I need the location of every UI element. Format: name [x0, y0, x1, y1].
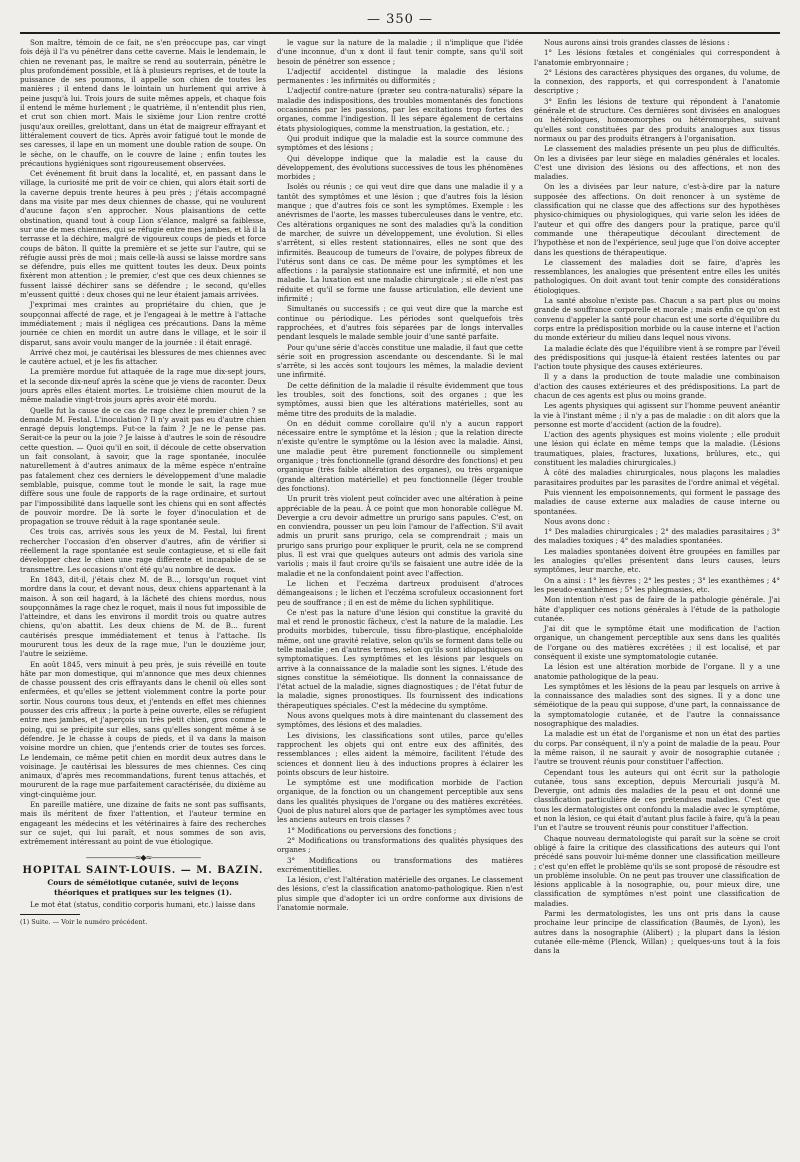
article-paragraph: Les divisions, les classifications sont utiles, parce qu'elles rapprochent les objets qui ont entre eux des affinités, des ressemblances ; elles aident la mémoire, facilitent l'étude des sciences et donnent lieu à des inductions propres à éclairer les points obscurs de leur histoire.: [277, 730, 523, 777]
article-paragraph: Ces trois cas, arrivés sous les yeux de M. Festal, lui firent rechercher l'occasion d'en observer d'autres, afin de vérifier si réellement la rage spontanée est seule contagieuse, et si elle fait développer chez le chien une rage différente et incapable de se transmettre. Les occasions n'ont été qu'au nombre de deux.: [20, 527, 266, 574]
article-paragraph: Le symptôme est une modification morbide de l'action organique, de la fonction ou un changement perceptible aux sens dans les qualités physiques de l'organe ou des matières excrétées. Quoi de plus naturel alors que de partager les symptômes avec tous les anciens auteurs en trois classes ?: [277, 778, 523, 825]
article-paragraph: Le mot état (status, conditio corporis humani, etc.) laisse dans: [30, 900, 256, 910]
article-paragraph: Cet événement fit bruit dans la localité, et, en passant dans le village, la curiosité me prit de voir ce chien, qui alors était sorti de la caverne depuis trente heures à peu près ; j'étais accompagné dans ma visite par mes deux chiennes de chasse, qui ne voulurent d'aucune façon s'en approcher. Nous plaisantions de cette obstination, quand tout à coup Lion s'élance, malgré sa faiblesse, sur une de mes chiennes, qui se réfugie entre mes jambes, et là il la terrasse et la déchire, malgré de vigoureux coups de pieds et force coups de bâton. Il quitte la première et se jette sur l'autre, qui se réfugie aussi près de moi ; mais celle-là aussi se laisse mordre sans se défendre, puis elles me quittent toutes les deux. Deux points fixèrent mon attention ; le premier, c'est que ces deux chiennes se fussent laissé déchirer sans se défendre ; le second, qu'elles m'eussent quitté : deux choses qui ne leur étaient jamais arrivées.: [20, 169, 266, 300]
article-paragraph: Nous avons donc :: [544, 516, 610, 526]
article-paragraph: En 1843, dit-il, j'étais chez M. de B..., lorsqu'un roquet vint mordre dans la cour, et devant nous, deux chiens appartenant à la maison. À son œil hagard, à la lâcheté des chiens mordus, nous soupçonnâmes la rage chez le roquet, mais il nous fut impossible de l'atteindre, et dans les environs il mordit trois ou quatre autres chiens, qu'on abattit. Les deux chiens de M. de B... furent cautérisés presque immédiatement et tenus à l'attache. Ils moururent tous les deux de la rage mue, l'un le douzième jour, l'autre le seizième.: [20, 574, 266, 659]
article-paragraph: Chaque nouveau dermatologiste qui paraît sur la scène se croit obligé à faire la critique des classifications des auteurs qui l'ont précédé sans pouvoir lui-même donner une classification meilleure ; c'est qu'en effet le problème qu'ils se sont proposé de résoudre est un problème insoluble. On ne peut pas trouver une classification de lésions applicable à la nosographie, ou, pour mieux dire, une classification de symptômes n'est point une classification de maladies.: [534, 833, 780, 908]
article-paragraph: En août 1845, vers minuit à peu près, je suis réveillé en toute hâte par mon domestique, qui m'annonce que mes deux chiennes de chasse poussent des cris effrayants dans le chenil où elles sont enfermées, et qu'elles se jettent violemment contre la porte pour sortir. Nous courons tous deux, et j'entends en effet mes chiennes pousser des cris affreux ; la porte à peine ouverte, elles se réfugient entre mes jambes, et j'aperçois un très petit chien, gros comme le poing, qui se précipite sur elles, sans qu'elles songent même à se défendre. Je le chasse à coups de pieds, et il va dans la maison voisine mordre un chien, que j'entends crier de toutes ses forces. Le lendemain, ce même petit chien en mordit deux autres dans le voisinage. Je cautérisai les blessures de mes chiennes. Ces cinq animaux, d'après mes recommandations, furent tenus attachés, et moururent de la rage mue parfaitement caractérisée, du dixième au vingt-cinquième jour.: [20, 659, 266, 799]
article-paragraph: Quelle fut la cause de ce cas de rage chez le premier chien ? se demande M. Festal. L'inoculation ? Il n'y avait pas eu d'autre chien enragé depuis longtemps. Fut-ce la faim ? Je ne le pense pas. Serait-ce la peur ou la joie ? Je laisse à d'autres le soin de résoudre cette question. — Quoi qu'il en soit, il découle de cette observation un fait consolant, à savoir, que la rage spontanée, inoculée naturellement à d'autres animaux de la même espèce n'entraîne pas fatalement chez ces derniers le développement d'une maladie semblable, puisque, comme tout le monde le sait, la rage mue diffère sous une foule de rapports de la rage ordinaire, et surtout par l'impossibilité dans laquelle sont les chiens qui en sont affectés de pouvoir mordre. De là sorte le foyer d'inoculation et de propagation se trouve réduit à la rage spontanée seule.: [20, 405, 266, 527]
article-paragraph: La lésion est une altération morbide de l'organe. Il y a une anatomie pathologique de la peau.: [534, 662, 780, 681]
section-subtitle: Cours de séméiotique cutanée, suivi de leçons théoriques et pratiques sur les teignes (1).: [47, 878, 239, 897]
article-paragraph: La maladie éclate dès que l'équilibre vient à se rompre par l'éveil des prédispositions qui jusque-là étaient restées latentes ou par l'action toute physique des causes extérieures.: [534, 343, 780, 372]
article-paragraph: Le lichen et l'eczéma dartreux produisent d'atroces démangeaisons ; le lichen et l'eczéma scrofuleux occasionnent fort peu de souffrance ; il en est de même du lichen syphilitique.: [277, 578, 523, 607]
article-paragraph: De cette définition de la maladie il résulte évidemment que tous les troubles, soit des fonctions, soit des organes ; que les symptômes, aussi bien que les altérations matérielles, sont au même titre des produits de la maladie.: [277, 380, 523, 418]
article-paragraph: À côté des maladies chirurgicales, nous plaçons les maladies parasitaires produites par les parasites de l'ordre animal et végétal.: [534, 468, 780, 487]
article-paragraph: 3° Enfin les lésions de texture qui répondent à l'anatomie générale et de structure. Ces dernières sont divisées en analogues ou hétérologues, homœomorphes ou hétéromorphes, suivant qu'elles sont constituées par des produits analogues aux tissus normaux ou par des produits étrangers à l'organisation.: [534, 96, 780, 143]
page-header: [20, 12, 780, 26]
column-2-paragraphs: [277, 38, 523, 912]
article-paragraph: le vague sur la nature de la maladie ; il n'implique que l'idée d'une inconnue, d'un x dont il faut tenir compte, sans qu'il soit besoin de pénétrer son essence ;: [277, 38, 523, 66]
article-paragraph: 1° Les lésions fœtales et congéniales qui correspondent à l'anatomie embryonnaire ;: [534, 48, 780, 67]
article-paragraph: Parmi les dermatologistes, les uns ont pris dans la cause prochaine leur principe de classification (Baumès, de Lyon), les autres dans la nosographie (Alibert) ; la plupart dans la lésion cutanée elle-même (Plenck, Willan) ; quelques-uns tout à la fois dans la: [534, 909, 780, 956]
article-paragraph: Un prurit très violent peut coïncider avec une altération à peine appréciable de la peau. À ce point que mon honorable collègue M. Devergie a cru devoir admettre un prurigo sans papules. C'est, on en conviendra, pousser un peu loin l'amour de l'affection. S'il avait admis un prurit sans prurigo, cela se comprendrait ; mais un prurigo sans prurigo pour expliquer le prurit, cela ne se comprend plus. Il est vrai que quelques auteurs ont admis des variola sine variolis ; mais il faut croire qu'ils se faisaient une autre idée de la maladie et ne la confondaient point avec l'affection.: [277, 494, 523, 578]
article-paragraph: Qui produit indique que la maladie est la source commune des symptômes et des lésions ;: [277, 133, 523, 153]
article-paragraph: J'exprimai mes craintes au propriétaire du chien, que je soupçonnai affecté de rage, et je l'engageai à le mettre à l'attache immédiatement ; mais il négligea ces précautions. Dans la même journée ce chien en mordit un autre dans le village, et le soir il disparut, sans avoir voulu manger de la journée : il était enragé.: [20, 300, 266, 347]
page-number: — 350 —: [366, 12, 434, 27]
article-paragraph: Mon intention n'est pas de faire de la pathologie générale. J'ai hâte d'appliquer ces notions générales à l'étude de la pathologie cutanée.: [534, 595, 780, 623]
article-paragraph: Les agents physiques qui agissent sur l'homme peuvent anéantir la vie à l'instant même ; il n'y a pas de maladie : on dit alors que la personne est morte d'accident (action de la foudre).: [534, 401, 780, 429]
article-paragraph: Ce n'est pas la nature d'une lésion qui constitue la gravité du mal et rend le pronostic fâcheux, c'est la nature de la maladie. Les produits morbides, tubercule, tissu fibro-plastique, encéphaloïde même, ont une gravité relative, selon qu'ils se forment dans telle ou telle maladie ; en d'autres termes, selon qu'ils sont idiopathiques ou symptomatiques. Les symptômes et les lésions par lesquels on arrive à la connaissance de la maladie sont les signes. L'étude des signes constitue la séméiotique. Ils donnent la connaissance de l'état actuel de la maladie, signes diagnostiques ; de l'état futur de la maladie, signes pronostiques. Ils fournissent des indications thérapeutiques spéciales. C'est la médecine du symptôme.: [277, 607, 523, 710]
article-paragraph: La maladie est un état de l'organisme et non un état des parties du corps. Par conséquent, il n'y a point de maladie de la peau. Pour la même raison, il ne saurait y avoir de nosographie cutanée ; l'autre se trouvent réunis pour constituer l'affection.: [534, 729, 780, 767]
article-paragraph: La première mordue fut attaquée de la rage mue dix-sept jours, et la seconde dix-neuf après la scène que je viens de raconter. Deux jours après elles étaient mortes. Le troisième chien mourut de la même maladie vingt-trois jours après avoir été mordu.: [20, 367, 266, 405]
article-paragraph: La lésion, c'est l'altération matérielle des organes. Le classement des lésions, c'est la classification anatomo-pathologique. Rien n'est plus simple que d'adopter ici un ordre conforme aux divisions de l'anatomie normale.: [277, 875, 523, 913]
article-paragraph: Pour qu'une série d'accès constitue une maladie, il faut que cette série soit en progression ascendante ou descendante. Si le mal s'arrête, si les accès sont toujours les mêmes, la maladie devient une infirmité.: [277, 342, 523, 380]
article-paragraph: Arrivé chez moi, je cautérisai les blessures de mes chiennes avec le cautère actuel, et je les fis attacher.: [20, 347, 266, 367]
article-paragraph: 1° Des maladies chirurgicales ; 2° des maladies parasitaires ; 3° des maladies toxiques ; 4° des maladies spontanées.: [534, 527, 780, 546]
article-paragraph: Simultanés ou successifs ; ce qui veut dire que la marche est continue ou périodique. Les périodes sont quelquefois très rapprochées, et d'autres fois séparées par de longs intervalles pendant lesquels le malade semble jouir d'une santé parfaite.: [277, 304, 523, 342]
article-paragraph: L'adjectif contre-nature (præter seu contra-naturalis) sépare la maladie des indispositions, des troubles momentanés des fonctions occasionnés par les passions, par les excitations trop fortes des organes, comme l'indigestion. Il les sépare également de certains états physiologiques, comme la menstruation, la gestation, etc. ;: [277, 86, 523, 133]
column-3-paragraphs: [534, 38, 780, 956]
article-paragraph: En pareille matière, une dizaine de faits ne sont pas suffisants, mais ils méritent de fixer l'attention, et l'auteur termine en engageant les médecins et les vétérinaires à faire des recherches sur ce sujet, qui lui paraît, et nous sommes de son avis, extrêmement intéressant au point de vue étiologique.: [20, 800, 266, 847]
article-paragraph: On en déduit comme corollaire qu'il n'y a aucun rapport nécessaire entre le symptôme et la lésion ; que la relation directe n'existe qu'entre le symptôme ou la lésion avec la maladie. Ainsi, une maladie peut être purement fonctionnelle ou simplement organique ; très fonctionnelle (grand désordre des fonctions) et peu organique (très faible altération des organes), ou très organique (grande altération matérielle) et peu fonctionnelle (léger trouble des fonctions).: [277, 418, 523, 493]
article-paragraph: Nous avons quelques mots à dire maintenant du classement des symptômes, des lésions et des maladies.: [277, 711, 523, 730]
column-1-paragraphs: [20, 38, 266, 847]
article-paragraph: L'action des agents physiques est moins violente ; elle produit une lésion qui éclate en même temps que la maladie. (Lésions traumatiques, plaies, fractures, luxations, brûlures, etc., qui constituent les maladies chirurgicales.): [534, 430, 780, 468]
article-paragraph: 2° Modifications ou transformations des qualités physiques des organes ;: [277, 835, 523, 855]
article-paragraph: J'ai dit que le symptôme était une modification de l'action organique, un changement perceptible aux sens dans les qualités de l'organe ou des matières excrétées ; il est localisé, et par conséquent il existe une symptomatologie cutanée.: [534, 624, 780, 661]
section-divider-ornament: ———————≈◆≈———————: [85, 852, 201, 862]
article-paragraph: Il y a dans la production de toute maladie une combinaison d'action des causes extérieures et des prédispositions. La part de chacun de ces agents est plus ou moins grande.: [534, 372, 780, 400]
article-paragraph: Les symptômes et les lésions de la peau par lesquels on arrive à la connaissance des maladies sont des signes. Il y a donc une séméiotique de la peau qui suppose, d'une part, la connaissance de la symptomatologie cutanée, et de l'autre la connaissance nosographique des maladies.: [534, 681, 780, 729]
footnote: (1) Suite. — Voir le numéro précédent.: [20, 918, 148, 927]
footnote-rule: [20, 914, 80, 915]
article-paragraph: Nous aurons ainsi trois grandes classes de lésions :: [544, 38, 730, 47]
article-paragraph: Les maladies spontanées doivent être groupées en familles par les analogies qu'elles présentent dans leurs causes, leurs symptômes, leur marche, etc.: [534, 546, 780, 575]
article-paragraph: 1° Modifications ou perversions des fonctions ;: [287, 825, 457, 835]
article-paragraph: L'adjectif accidentel distingue la maladie des lésions permanentes : les infirmités ou difformités ;: [277, 66, 523, 86]
column-3: [534, 38, 780, 1150]
column-2: [277, 38, 523, 1150]
article-paragraph: Cependant tous les auteurs qui ont écrit sur la pathologie cutanée, tous sans exception, depuis Mercuriali jusqu'à M. Devergie, ont admis des maladies de la peau et ont donné une classification particulière de ces prétendues maladies. C'est que tous les dermatologistes ont confondu la maladie avec le symptôme, et non la lésion, ce qui était d'autant plus facile à faire, qu'à la peau l'un et l'autre se trouvent réunis pour constituer l'affection.: [534, 767, 780, 833]
column-1: [20, 38, 266, 1150]
article-paragraph: La santé absolue n'existe pas. Chacun a sa part plus ou moins grande de souffrance corporelle et morale ; mais enfin ce qu'on est convenu d'appeler la santé pour chacun est une sorte d'équilibre du corps entre la prédisposition morbide ou la cause interne et l'action du monde extérieur du milieu dans lequel nous vivons.: [534, 296, 780, 343]
article-paragraph: On les a divisées par leur nature, c'est-à-dire par la nature supposée des affections. On doit renoncer à un système de classification qui ne classe que des affections sur des hypothèses physico-chimiques ou physiologiques, qui varie selon les idées de l'auteur et qui offre des dangers pour la pratique, parce qu'il commande une thérapeutique découlant directement de l'hypothèse et non de l'expérience, seul juge que l'on doive accepter dans les questions de thérapeutique.: [534, 182, 780, 257]
article-paragraph: Le classement des maladies doit se faire, d'après les ressemblances, les analogies que présentent entre elles les unités pathologiques. On doit avant tout tenir compte des considérations étiologiques.: [534, 257, 780, 295]
article-paragraph: Le classement des maladies présente un peu plus de difficultés. On les a divisées par leur siège en maladies générales et locales. C'est une division des lésions ou des affections, et non des maladies.: [534, 144, 780, 182]
article-paragraph: 2° Lésions des caractères physiques des organes, du volume, de la connexion, des rapports, et qui correspondent à l'anatomie descriptive ;: [534, 67, 780, 96]
text-columns: [20, 38, 780, 1150]
article-paragraph: Isolés ou réunis ; ce qui veut dire que dans une maladie il y a tantôt des symptômes et une lésion ; que d'autres fois la lésion manque ; que d'autres fois ce sont les symptômes. Exemple : les anévrismes de l'aorte, les masses tuberculeuses dans le ventre, etc. Ces altérations organiques ne sont des maladies qu'à la condition de marcher, de suivre un développement, une évolution. Si elles s'arrêtent, si elles restent stationnaires, elles ne sont que des infirmités. Beaucoup de tumeurs de l'ovaire, de polypes fibreux de l'utérus sont dans ce cas. De même pour les symptômes et les affections : la paralysie stationnaire est une infirmité, et non une maladie. La luxation est une maladie chirurgicale ; si elle n'est pas réduite et qu'il se forme une fausse articulation, elle devient une infirmité ;: [277, 182, 523, 304]
header-rule: [20, 32, 780, 34]
article-paragraph: 3° Modifications ou transformations des matières excrémentitielles.: [277, 855, 523, 874]
article-paragraph: Puis viennent les empoisonnements, qui forment le passage des maladies de cause externe aux maladies de cause interne ou spontanées.: [534, 487, 780, 516]
article-paragraph: On a ainsi : 1° les fièvres ; 2° les pestes ; 3° les exanthèmes ; 4° les pseudo-exanthèmes ; 5° les phlegmasies, etc.: [534, 575, 780, 594]
section-title: HOPITAL SAINT-LOUIS. — M. BAZIN.: [22, 864, 264, 876]
article-paragraph: Qui développe indique que la maladie est la cause du développement, des évolutions successives de tous les phénomènes morbides ;: [277, 153, 523, 182]
article-paragraph: Son maître, témoin de ce fait, ne s'en préoccupe pas, car vingt fois déjà il l'a vu pénétrer dans cette caverne. Mais le lendemain, le chien ne revenant pas, le maître se rend au souterrain, pénètre le plus profondément possible, et là à plusieurs reprises, et de toute la puissance de ses poumons, il appelle son chien de toutes les manières ; il entend dans le lointain un hurlement qui arrive à peine jusqu'à lui. Trois jours de suite mêmes appels, et chaque fois il entend le même hurlement ; le quatrième, il n'entendit plus rien, et crut son chien mort. Mais le sixième jour Lion rentre crotté jusqu'aux oreilles, grelottant, dans un état de maigreur effrayant et littéralement couvert de tics. Après avoir fatigué tout le monde de ses caresses, il lape en un moment une double ration de soupe. On le sèche, on le chauffe, on le couvre de laine ; enfin toutes les précautions hygiéniques sont rigoureusement observées.: [20, 38, 266, 168]
